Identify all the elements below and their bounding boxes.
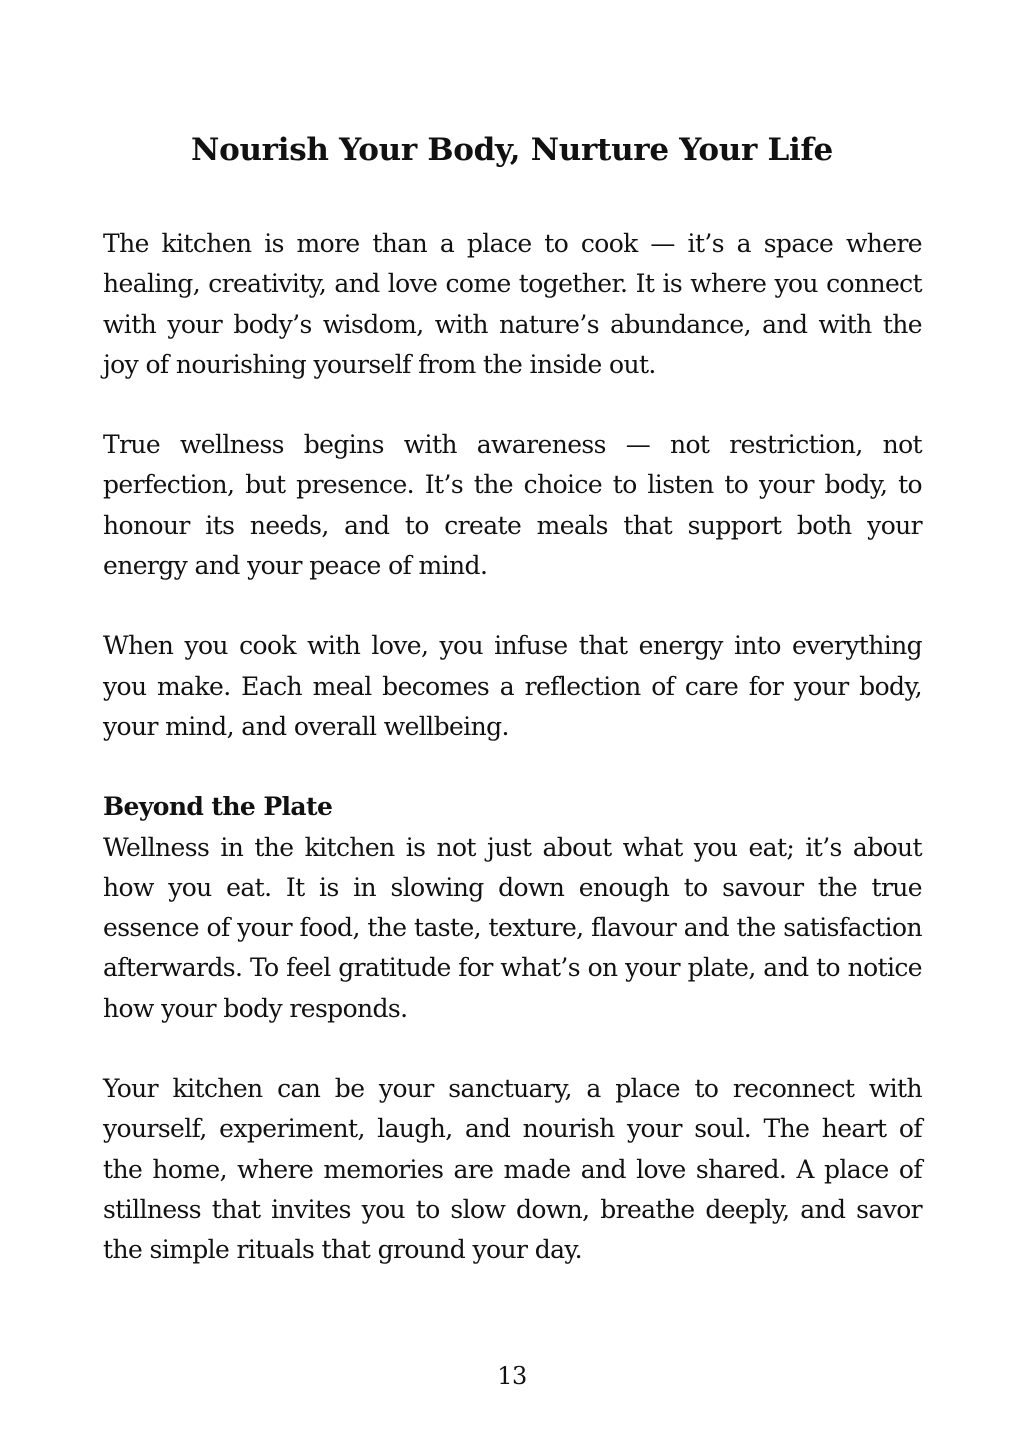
body-paragraph: Your kitchen can be your sanctuary, a place to reconnect with yourself, experiment, laugh, and nourish your soul. The heart of the home, where memories are made and love shared. A place of stillness that invites you to slow down, breathe deeply, and savor the simple rituals that ground your day. [103,1074,922,1265]
page-number: 13 [497,1362,527,1390]
body-paragraph: Wellness in the kitchen is not just about what you eat; it’s about how you eat. It is in slowing down enough to savour the true essence of your food, the taste, texture, flavour and the satisfaction afterwards. To feel gratitude for what’s on your plate, and to notice how your body responds. [103,832,922,1023]
section-beyond-the-plate [103,787,922,1270]
body-paragraph: The kitchen is more than a place to cook — it’s a space where healing, creativity, and love come together. It is where you connect with your body’s wisdom, with nature’s abundance, and with the joy of nourishing yourself from the inside out. [103,229,922,379]
page-body [103,224,922,1311]
page-title: Nourish Your Body, Nurture Your Life [191,132,833,168]
section-heading: Beyond the Plate [103,792,333,822]
body-paragraph: When you cook with love, you infuse that energy into everything you make. Each meal becomes a reflection of care for your body, your mind, and overall wellbeing. [103,631,922,741]
body-paragraph: True wellness begins with awareness — not restriction, not perfection, but presence. It’s the choice to listen to your body, to honour its needs, and to create meals that support both your energy and your peace of mind. [103,430,922,581]
